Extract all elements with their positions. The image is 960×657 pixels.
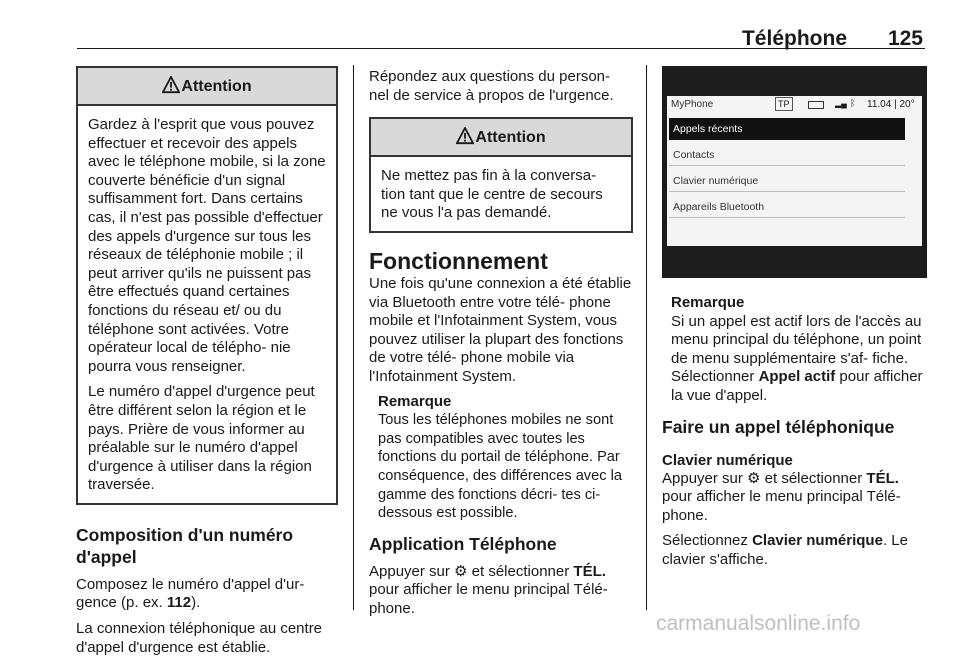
body-paragraph: Une fois qu'une connexion a été établie via Bluetooth entre votre télé- phone mobile et l'Infotainment System, vous pouvez utiliser la plupart des fonctions de votre télé- phone mobile via l'Infotainment System. (369, 274, 632, 385)
menu-item-bluetooth-devices[interactable]: Appareils Bluetooth (669, 196, 905, 218)
page-title: Téléphone (741, 27, 847, 50)
note-block (662, 294, 926, 406)
page-number: 125 (887, 27, 923, 50)
section-heading: Fonctionnement (369, 247, 548, 274)
warning-body (371, 157, 631, 231)
warning-header (371, 119, 631, 157)
warning-paragraph: Gardez à l'esprit que vous pouvez effectuer et recevoir des appels avec le téléphone mobile, si la zone couverte bénéficie d'un signal suffisamment fort. Dans certains cas, il n'est pas possible d'effectuer des appels d'urgence sur tous les réseaux de téléphonie mobile ; il peut arriver qu'ils ne puissent pas être effectués quand certaines fonctions du réseau et/ ou du téléphone sont activées. Votre opérateur local de télépho- nie pourra vous renseigner. (88, 116, 326, 375)
clock-readout: 11.04 | 20° (867, 99, 915, 110)
screen-bezel (667, 246, 922, 278)
body-paragraph: Appuyer sur ⚙ et sélectionner TÉL. pour afficher le menu principal Télé- phone. (369, 562, 608, 617)
menu-item-keypad[interactable]: Clavier numérique (669, 170, 905, 192)
warning-box (76, 66, 338, 505)
body-paragraph: Sélectionnez Clavier numérique. Le clavier s'affiche. (662, 532, 908, 568)
tp-badge: TP (775, 97, 793, 111)
warning-icon (456, 127, 474, 145)
warning-paragraph: Ne mettez pas fin à la conversa- tion tant que le centre de secours ne vous l'a pas demandé. (381, 167, 603, 222)
column-divider (646, 65, 647, 610)
body-paragraph: Appuyer sur ⚙ et sélectionner TÉL. pour afficher le menu principal Télé- phone. (662, 469, 901, 524)
status-bar (667, 96, 922, 113)
signal-icon: ▂▄ (835, 99, 847, 108)
left-column (76, 66, 338, 657)
menu-item-contacts[interactable]: Contacts (669, 144, 905, 166)
warning-header (78, 68, 336, 106)
warning-icon (162, 76, 180, 94)
body-paragraph: La connexion téléphonique au centre d'appel d'urgence est établie. (76, 620, 323, 656)
settings-gear-icon: ⚙ (747, 469, 761, 487)
intro-paragraph: Répondez aux questions du person- nel de service à propos de l'urgence. (369, 68, 614, 104)
note-title: Remarque (378, 392, 452, 410)
menu-item-recent-calls[interactable]: Appels récents (669, 118, 905, 140)
note-text: Si un appel est actif lors de l'accès au menu principal du téléphone, un point de menu supplémentaire s'af- fiche. Sélectionner Appel actif pour afficher la vue d'appel. (671, 312, 923, 404)
watermark: carmanualsonline.info (656, 612, 861, 635)
page-header (77, 22, 925, 49)
bluetooth-icon: ᛒ (850, 98, 856, 108)
middle-column (369, 68, 633, 618)
warning-paragraph: Le numéro d'appel d'urgence peut être différent selon la région et le pays. Prière de vous informer au préalable sur le numéro d'appel d'urgence à utiliser dans la région traversée. (88, 383, 315, 494)
warning-title: Attention (475, 129, 546, 147)
warning-body (78, 106, 336, 503)
column-divider (353, 65, 354, 610)
note-text: Tous les téléphones mobiles ne sont pas compatibles avec toutes les fonctions du portail de téléphone. Par conséquence, des différences avec la gamme des fonctions décri- tes ci-dessous est possible. (378, 412, 622, 522)
app-name: MyPhone (671, 99, 714, 110)
sub-heading: Application Téléphone (369, 533, 557, 554)
note-block (369, 393, 633, 523)
section-heading: Faire un appel téléphonique (662, 416, 895, 437)
infotainment-screen (662, 66, 927, 278)
sub-heading: Clavier numérique (662, 451, 793, 469)
warning-box (369, 117, 633, 233)
warning-title: Attention (181, 78, 252, 95)
section-title: Composition d'un numéro d'appel (76, 524, 294, 567)
screen-display (667, 96, 922, 246)
note-title: Remarque (671, 294, 745, 311)
settings-gear-icon: ⚙ (454, 562, 468, 580)
right-column (662, 66, 926, 570)
battery-icon (808, 101, 824, 109)
body-paragraph: Composez le numéro d'appel d'ur- gence (p. ex. 112). (76, 575, 305, 612)
